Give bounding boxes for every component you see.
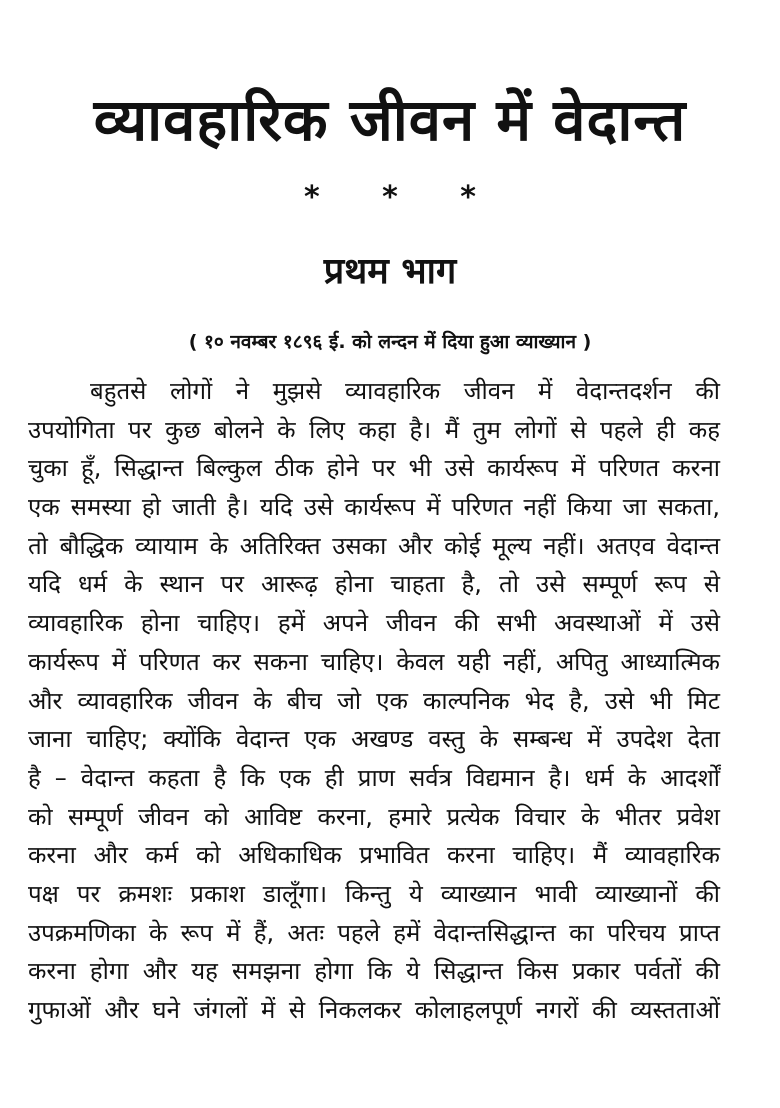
paragraph-line: को सम्पूर्ण जीवन को आविष्ट करना, हमारे प्रत्येक विचार के भीतर प्रवेश <box>28 802 720 831</box>
paragraph-line: यदि धर्म के स्थान पर आरूढ़ होना चाहता है, तो उसे सम्पूर्ण रूप से <box>28 570 720 599</box>
paragraph-line: उपयोगिता पर कुछ बोलने के लिए कहा है। मैं तुम लोगों से पहले ही कह <box>28 415 720 444</box>
paragraph-line: करना और कर्म को अधिकाधिक प्रभावित करना चाहिए। मैं व्यावहारिक <box>28 841 720 870</box>
section-separator: * * * <box>304 180 476 215</box>
part-heading: प्रथम भाग <box>323 251 457 292</box>
paragraph-line: व्यावहारिक होना चाहिए। हमें अपने जीवन की सभी अवस्थाओं में उसे <box>28 609 720 638</box>
paragraph-line: पक्ष पर क्रमशः प्रकाश डालूँगा। किन्तु ये व्याख्यान भावी व्याख्यानों की <box>28 879 720 908</box>
paragraph-line: कार्यरूप में परिणत कर सकना चाहिए। केवल यही नहीं, अपितु आध्यात्मिक <box>28 647 720 676</box>
paragraph-line: बहुतसे लोगों ने मुझसे व्यावहारिक जीवन में वेदान्तदर्शन की <box>90 377 720 405</box>
paragraph-line: उपक्रमणिका के रूप में हैं, अतः पहले हमें वेदान्तसिद्धान्त का परिचय प्राप्त <box>28 918 720 947</box>
paragraph-line: और व्यावहारिक जीवन के बीच जो एक काल्पनिक भेद है, उसे भी मिट <box>28 686 720 715</box>
body-paragraph <box>28 372 720 1030</box>
chapter-title: व्यावहारिक जीवन में वेदान्त <box>93 86 687 154</box>
paragraph-line: जाना चाहिए; क्योंकि वेदान्त एक अखण्ड वस्तु के सम्बन्ध में उपदेश देता <box>28 725 720 754</box>
paragraph-line: करना होगा और यह समझना होगा कि ये सिद्धान्त किस प्रकार पर्वतों की <box>28 957 720 986</box>
paragraph-line: तो बौद्धिक व्यायाम के अतिरिक्त उसका और कोई मूल्य नहीं। अतएव वेदान्त <box>28 531 720 560</box>
paragraph-line: एक समस्या हो जाती है। यदि उसे कार्यरूप में परिणत नहीं किया जा सकता, <box>28 493 720 522</box>
paragraph-line: है – वेदान्त कहता है कि एक ही प्राण सर्वत्र विद्यमान है। धर्म के आदर्शों <box>28 763 720 792</box>
lecture-subtitle: ( १० नवम्बर १८९६ ई. को लन्दन में दिया हुआ व्याख्यान ) <box>188 331 592 353</box>
paragraph-line: चुका हूँ, सिद्धान्त बिल्कुल ठीक होने पर भी उसे कार्यरूप में परिणत करना <box>28 454 720 483</box>
paragraph-line: गुफाओं और घने जंगलों में से निकलकर कोलाहलपूर्ण नगरों की व्यस्तताओं <box>28 996 720 1024</box>
